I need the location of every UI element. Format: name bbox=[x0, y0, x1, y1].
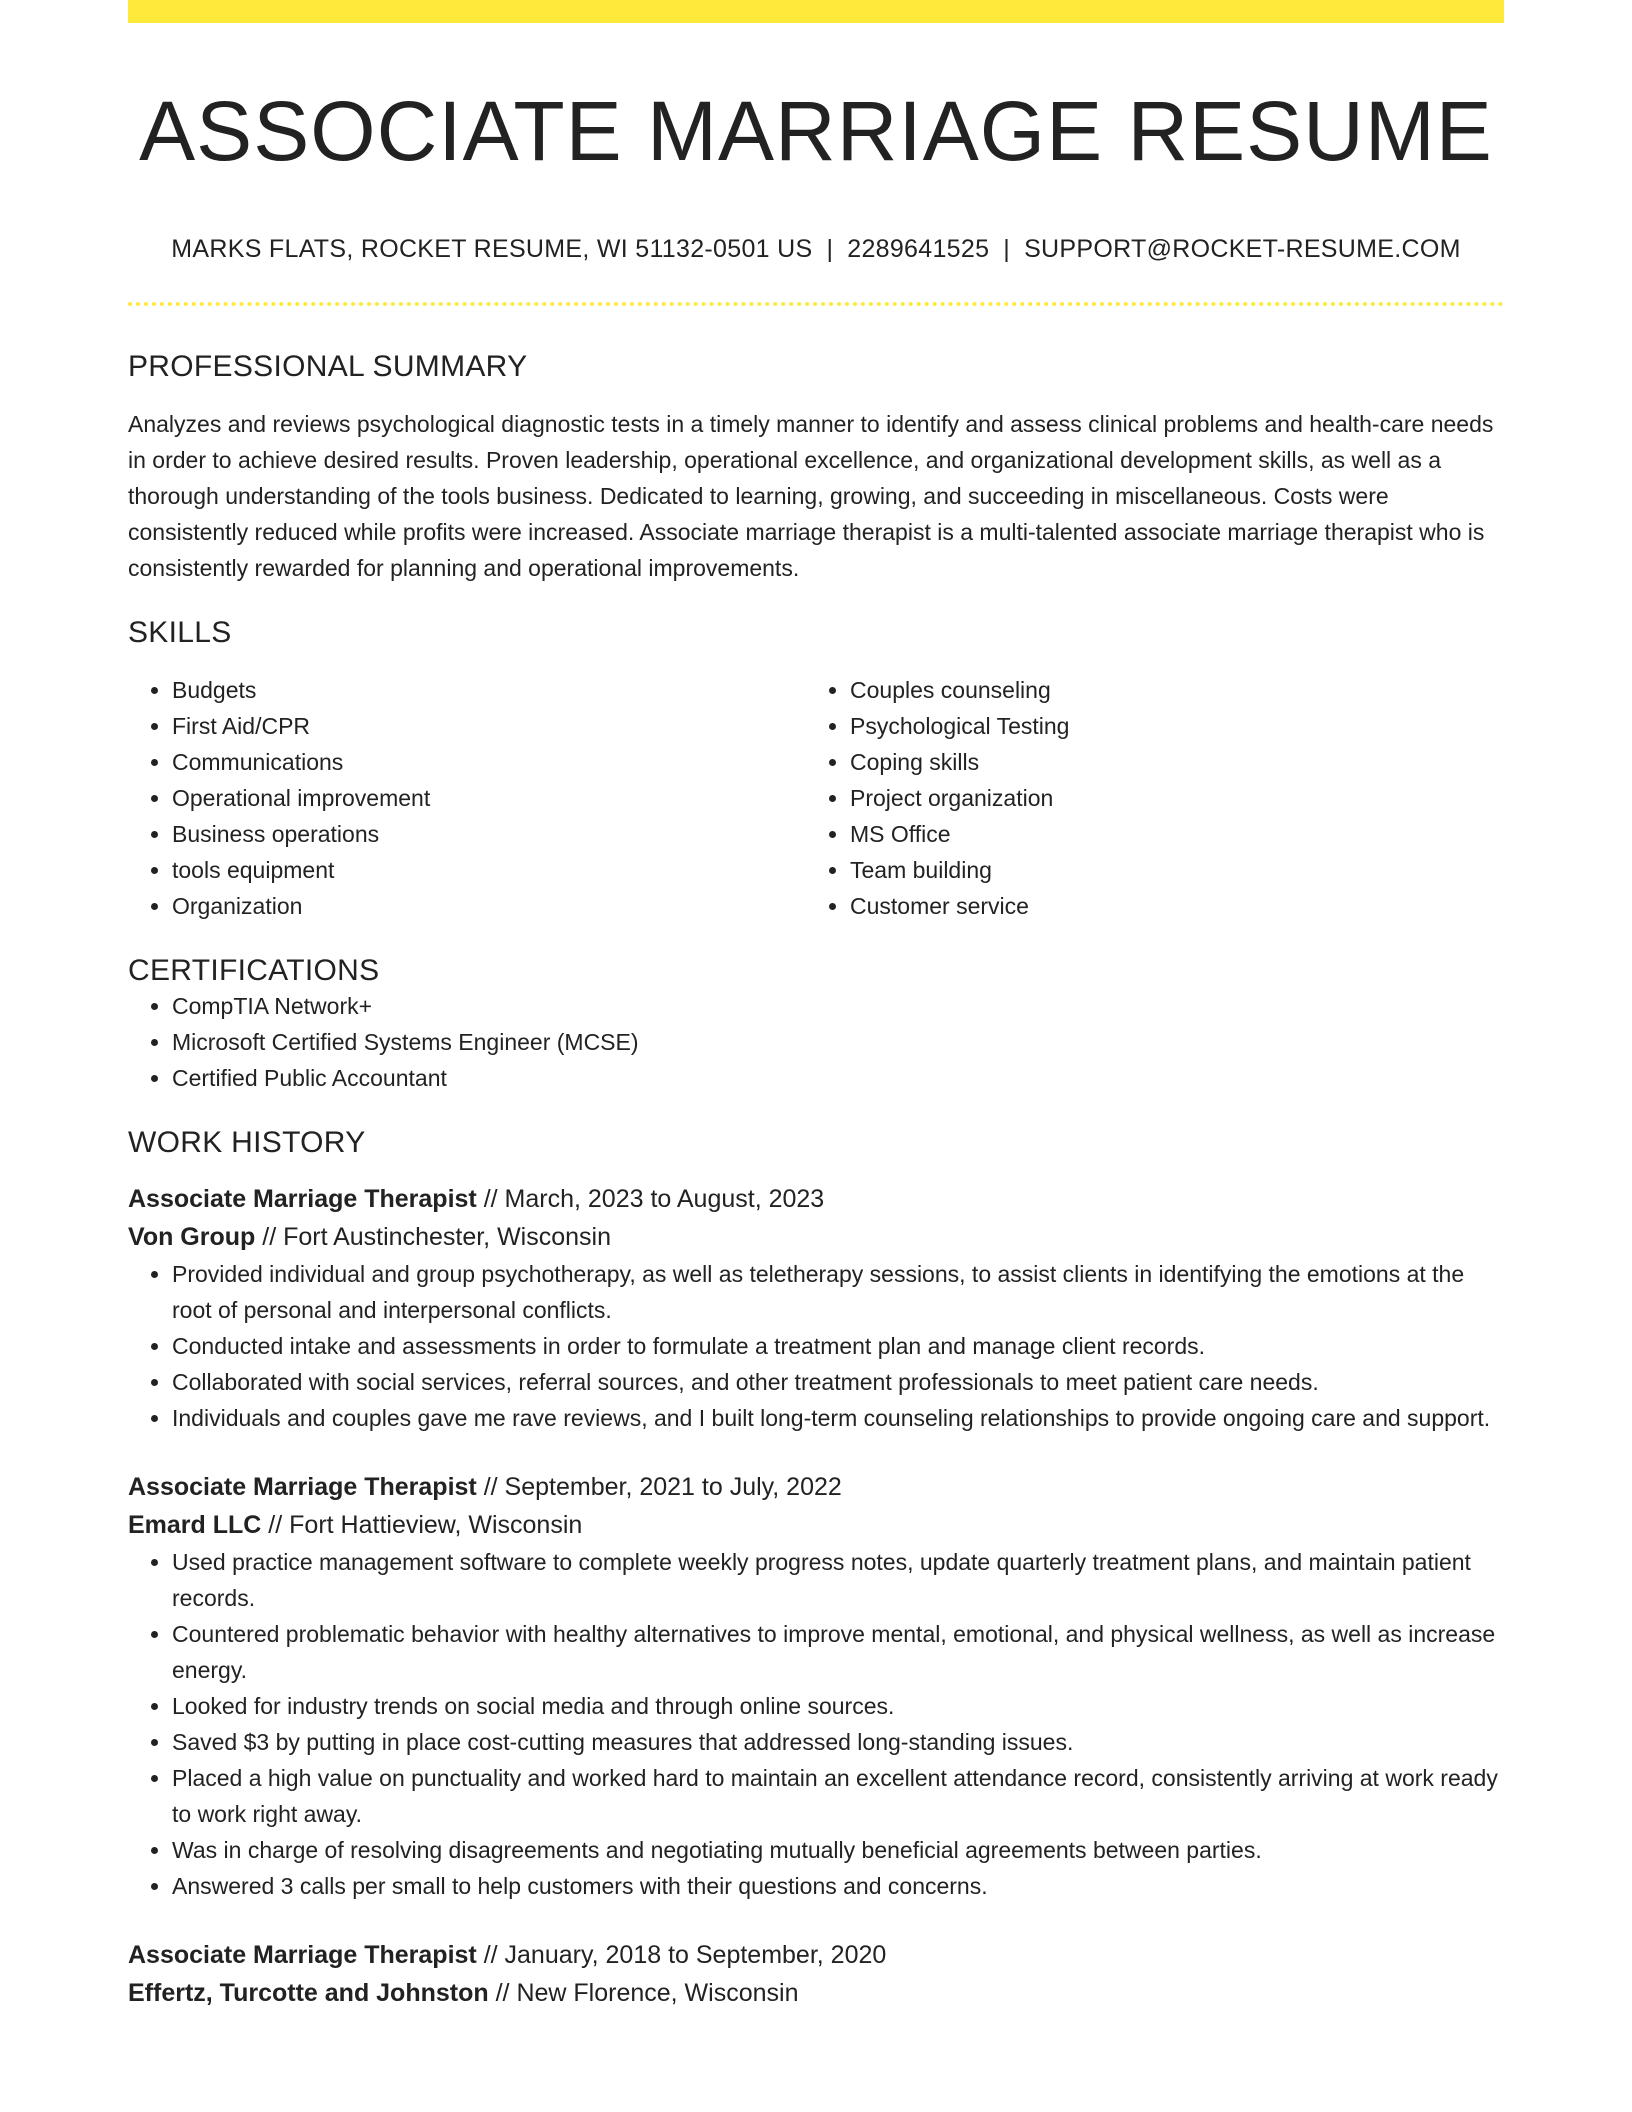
job-company-line bbox=[128, 1218, 1504, 1256]
job-bullet: • Saved $3 by putting in place cost-cutting measures that addressed long-standing issues. bbox=[172, 1724, 1504, 1760]
certification-item: • CompTIA Network+ bbox=[172, 988, 1504, 1024]
resume-title: ASSOCIATE MARRIAGE RESUME bbox=[139, 84, 1493, 178]
job-location: // New Florence, Wisconsin bbox=[488, 1978, 799, 2007]
contact-separator: | bbox=[1003, 234, 1011, 263]
job-company: Emard LLC bbox=[128, 1510, 262, 1539]
skill-item: • MS Office bbox=[850, 816, 1484, 852]
job-title: Associate Marriage Therapist bbox=[128, 1184, 477, 1213]
job-bullet: • Was in charge of resolving disagreements and negotiating mutually beneficial agreements between parties. bbox=[172, 1832, 1504, 1868]
contact-line bbox=[128, 235, 1504, 264]
job-company-line bbox=[128, 1506, 1504, 1544]
job-bullet: • Placed a high value on punctuality and worked hard to maintain an excellent attendance record, consistently arriving at work ready to work right away. bbox=[172, 1760, 1504, 1832]
skills-columns bbox=[128, 672, 1504, 924]
top-accent-bar bbox=[128, 0, 1504, 23]
skill-item: • Team building bbox=[850, 852, 1484, 888]
skill-item: • Couples counseling bbox=[850, 672, 1484, 708]
job-bullet: • Looked for industry trends on social media and through online sources. bbox=[172, 1688, 1504, 1724]
certifications-list bbox=[128, 988, 1504, 1096]
job-entry bbox=[128, 1180, 1504, 1436]
resume-page bbox=[128, 0, 1504, 2012]
contact-email: SUPPORT@ROCKET-RESUME.COM bbox=[1024, 234, 1461, 263]
job-entry bbox=[128, 1936, 1504, 2012]
skills-list-right bbox=[806, 672, 1484, 924]
skills-heading: SKILLS bbox=[128, 615, 232, 649]
skills-column-right bbox=[806, 672, 1484, 924]
job-dates: // January, 2018 to September, 2020 bbox=[476, 1940, 887, 1969]
skill-item: • Project organization bbox=[850, 780, 1484, 816]
skill-item: • Budgets bbox=[172, 672, 806, 708]
job-dates: // March, 2023 to August, 2023 bbox=[476, 1184, 825, 1213]
job-company: Von Group bbox=[128, 1222, 256, 1251]
skill-item: • tools equipment bbox=[172, 852, 806, 888]
contact-address: MARKS FLATS, ROCKET RESUME, WI 51132-0501 US bbox=[171, 234, 813, 263]
skill-item: • First Aid/CPR bbox=[172, 708, 806, 744]
job-bullets bbox=[128, 1256, 1504, 1436]
job-bullet: • Conducted intake and assessments in order to formulate a treatment plan and manage client records. bbox=[172, 1328, 1504, 1364]
skill-item: • Communications bbox=[172, 744, 806, 780]
skill-item: • Coping skills bbox=[850, 744, 1484, 780]
skill-item: • Operational improvement bbox=[172, 780, 806, 816]
job-title: Associate Marriage Therapist bbox=[128, 1940, 477, 1969]
job-company-line bbox=[128, 1974, 1504, 2012]
job-bullet: • Provided individual and group psychotherapy, as well as teletherapy sessions, to assist clients in identifying the emotions at the root of personal and interpersonal conflicts. bbox=[172, 1256, 1504, 1328]
contact-phone: 2289641525 bbox=[847, 234, 990, 263]
skills-list-left bbox=[128, 672, 806, 924]
certification-item: • Certified Public Accountant bbox=[172, 1060, 1504, 1096]
skill-item: • Customer service bbox=[850, 888, 1484, 924]
job-title-line bbox=[128, 1468, 1504, 1506]
job-bullet: • Collaborated with social services, referral sources, and other treatment professionals to meet patient care needs. bbox=[172, 1364, 1504, 1400]
summary-heading: PROFESSIONAL SUMMARY bbox=[128, 349, 528, 383]
job-title-line bbox=[128, 1180, 1504, 1218]
work-history-heading: WORK HISTORY bbox=[128, 1125, 366, 1159]
contact-separator: | bbox=[826, 234, 834, 263]
job-bullet: • Individuals and couples gave me rave reviews, and I built long-term counseling relationships to provide ongoing care and support. bbox=[172, 1400, 1504, 1436]
job-location: // Fort Austinchester, Wisconsin bbox=[255, 1222, 611, 1251]
job-dates: // September, 2021 to July, 2022 bbox=[476, 1472, 842, 1501]
job-title-line bbox=[128, 1936, 1504, 1974]
summary-text: Analyzes and reviews psychological diagnostic tests in a timely manner to identify and assess clinical problems and health-care needs in order to achieve desired results. Proven leadership, operational excellence, and organizational development skills, as well as a thorough understanding of the tools business. Dedicated to learning, growing, and succeeding in miscellaneous. Costs were consistently reduced while profits were increased. Associate marriage therapist is a multi-talented associate marriage therapist who is consistently rewarded for planning and operational improvements. bbox=[128, 410, 1494, 581]
skill-item: • Psychological Testing bbox=[850, 708, 1484, 744]
job-location: // Fort Hattieview, Wisconsin bbox=[261, 1510, 583, 1539]
job-entry bbox=[128, 1468, 1504, 1904]
header-divider bbox=[128, 302, 1504, 306]
job-company: Effertz, Turcotte and Johnston bbox=[128, 1978, 489, 2007]
job-title: Associate Marriage Therapist bbox=[128, 1472, 477, 1501]
skills-column-left bbox=[128, 672, 806, 924]
job-bullet: • Countered problematic behavior with healthy alternatives to improve mental, emotional, and physical wellness, as well as increase energy. bbox=[172, 1616, 1504, 1688]
certification-item: • Microsoft Certified Systems Engineer (MCSE) bbox=[172, 1024, 1504, 1060]
job-bullet: • Used practice management software to complete weekly progress notes, update quarterly treatment plans, and maintain patient records. bbox=[172, 1544, 1504, 1616]
skill-item: • Business operations bbox=[172, 816, 806, 852]
certifications-heading: CERTIFICATIONS bbox=[128, 953, 380, 987]
job-bullet: • Answered 3 calls per small to help customers with their questions and concerns. bbox=[172, 1868, 1504, 1904]
skill-item: • Organization bbox=[172, 888, 806, 924]
job-bullets bbox=[128, 1544, 1504, 1904]
